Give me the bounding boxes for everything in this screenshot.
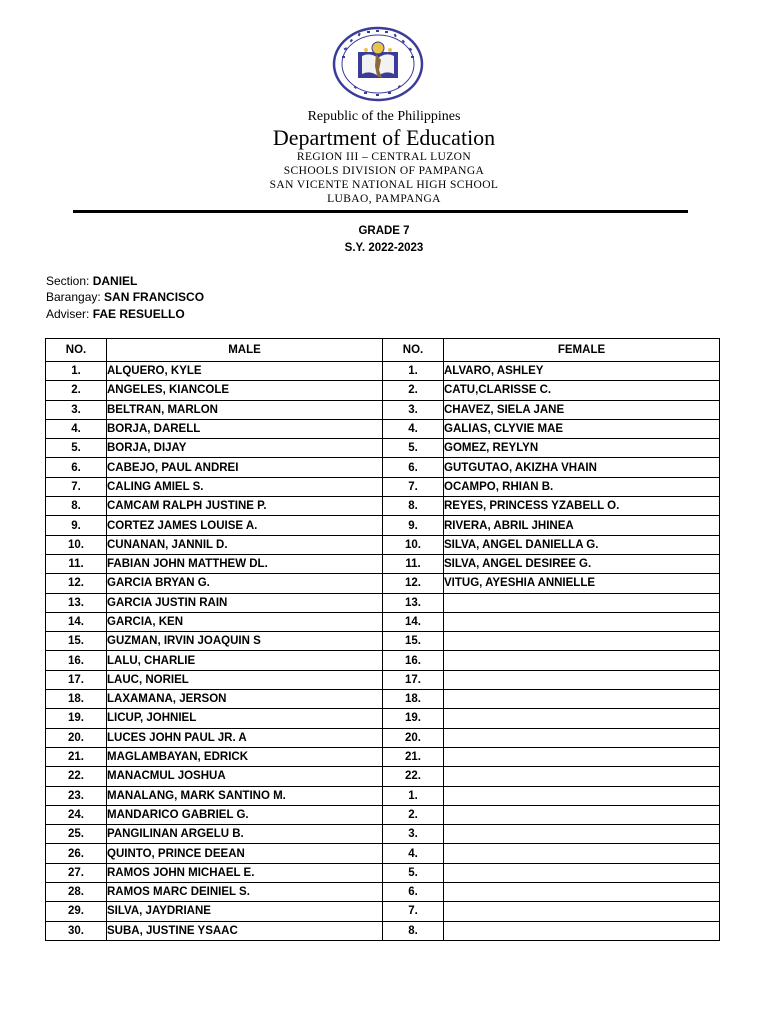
male-student-name: RAMOS MARC DEINIEL S. [107,883,383,902]
table-header-row [46,339,720,362]
school-location: LUBAO, PAMPANGA [327,193,441,205]
female-number: 9. [383,516,444,535]
female-student-name [444,902,720,921]
table-row [46,497,720,516]
table-row [46,883,720,902]
table-row [46,612,720,631]
male-number: 12. [46,574,107,593]
table-row [46,362,720,381]
male-number: 21. [46,747,107,766]
male-number: 5. [46,439,107,458]
table-row [46,690,720,709]
adviser-value: FAE RESUELLO [92,307,185,321]
female-student-name [444,728,720,747]
table-row [46,767,720,786]
male-student-name: CUNANAN, JANNIL D. [107,535,383,554]
male-student-name: ALQUERO, KYLE [107,362,383,381]
female-student-name: CATU,CLARISSE C. [444,381,720,400]
male-student-name: CALING AMIEL S. [107,477,383,496]
male-number: 6. [46,458,107,477]
male-student-name: QUINTO, PRINCE DEEAN [107,844,383,863]
male-number: 10. [46,535,107,554]
table-row [46,419,720,438]
male-number: 11. [46,554,107,573]
male-number: 2. [46,381,107,400]
table-row [46,670,720,689]
male-student-name: FABIAN JOHN MATTHEW DL. [107,554,383,573]
female-student-name [444,690,720,709]
school-name: SAN VICENTE NATIONAL HIGH SCHOOL [269,179,499,191]
male-number: 9. [46,516,107,535]
male-student-name: PANGILINAN ARGELU B. [107,825,383,844]
female-number: 20. [383,728,444,747]
male-number: 27. [46,863,107,882]
male-no-header: NO. [46,339,107,362]
male-number: 23. [46,786,107,805]
male-number: 17. [46,670,107,689]
table-row [46,593,720,612]
female-student-name: RIVERA, ABRIL JHINEA [444,516,720,535]
male-student-name: SUBA, JUSTINE YSAAC [107,921,383,940]
female-number: 4. [383,419,444,438]
male-student-name: MANDARICO GABRIEL G. [107,805,383,824]
male-student-name: LAUC, NORIEL [107,670,383,689]
male-student-name: GARCIA, KEN [107,612,383,631]
roster-body [46,362,720,941]
female-number: 1. [383,362,444,381]
male-number: 24. [46,805,107,824]
male-number: 25. [46,825,107,844]
female-number: 4. [383,844,444,863]
male-student-name: ANGELES, KIANCOLE [107,381,383,400]
female-number: 16. [383,651,444,670]
female-header: FEMALE [444,339,720,362]
table-row [46,632,720,651]
male-student-name: RAMOS JOHN MICHAEL E. [107,863,383,882]
female-student-name: CHAVEZ, SIELA JANE [444,400,720,419]
female-student-name [444,921,720,940]
male-student-name: CORTEZ JAMES LOUISE A. [107,516,383,535]
female-number: 17. [383,670,444,689]
female-number: 5. [383,439,444,458]
table-row [46,805,720,824]
female-student-name [444,863,720,882]
table-row [46,747,720,766]
female-number: 11. [383,554,444,573]
male-student-name: LUCES JOHN PAUL JR. A [107,728,383,747]
table-row [46,554,720,573]
male-student-name: MANALANG, MARK SANTINO M. [107,786,383,805]
female-number: 6. [383,458,444,477]
female-number: 7. [383,477,444,496]
barangay-info [46,290,204,304]
female-student-name [444,670,720,689]
male-number: 14. [46,612,107,631]
male-student-name: MANACMUL JOSHUA [107,767,383,786]
female-student-name: SILVA, ANGEL DESIREE G. [444,554,720,573]
male-student-name: MAGLAMBAYAN, EDRICK [107,747,383,766]
female-number: 7. [383,902,444,921]
male-student-name: BORJA, DIJAY [107,439,383,458]
male-number: 19. [46,709,107,728]
section-info [46,274,137,288]
female-student-name [444,883,720,902]
barangay-label: Barangay: [46,290,105,304]
table-row [46,902,720,921]
female-number: 3. [383,400,444,419]
male-number: 13. [46,593,107,612]
male-student-name: CABEJO, PAUL ANDREI [107,458,383,477]
table-row [46,458,720,477]
female-number: 8. [383,497,444,516]
table-row [46,709,720,728]
female-number: 10. [383,535,444,554]
class-roster-table [45,338,720,941]
table-row [46,863,720,882]
male-number: 7. [46,477,107,496]
female-number: 8. [383,921,444,940]
female-number: 6. [383,883,444,902]
table-row [46,921,720,940]
female-number: 13. [383,593,444,612]
male-student-name: LAXAMANA, JERSON [107,690,383,709]
female-student-name: ALVARO, ASHLEY [444,362,720,381]
male-header: MALE [107,339,383,362]
header-divider [73,210,688,213]
republic-line: Republic of the Philippines [307,109,461,124]
female-student-name [444,805,720,824]
male-student-name: BORJA, DARELL [107,419,383,438]
table-row [46,844,720,863]
female-student-name: OCAMPO, RHIAN B. [444,477,720,496]
table-row [46,535,720,554]
section-value: DANIEL [92,274,138,288]
female-number: 14. [383,612,444,631]
female-number: 3. [383,825,444,844]
table-row [46,400,720,419]
adviser-label: Adviser: [46,307,93,321]
female-student-name [444,747,720,766]
female-number: 18. [383,690,444,709]
female-number: 12. [383,574,444,593]
table-row [46,786,720,805]
female-student-name [444,632,720,651]
female-student-name: VITUG, AYESHIA ANNIELLE [444,574,720,593]
table-row [46,477,720,496]
female-student-name [444,767,720,786]
grade-level: GRADE 7 [358,225,410,237]
female-student-name: GUTGUTAO, AKIZHA VHAIN [444,458,720,477]
female-number: 19. [383,709,444,728]
male-student-name: GARCIA BRYAN G. [107,574,383,593]
male-number: 16. [46,651,107,670]
male-number: 1. [46,362,107,381]
male-number: 30. [46,921,107,940]
male-number: 28. [46,883,107,902]
deped-seal-logo [332,26,424,102]
table-row [46,381,720,400]
school-year: S.Y. 2022-2023 [344,242,424,254]
female-student-name [444,825,720,844]
female-student-name [444,844,720,863]
male-number: 18. [46,690,107,709]
female-number: 2. [383,805,444,824]
male-student-name: SILVA, JAYDRIANE [107,902,383,921]
male-number: 26. [46,844,107,863]
male-number: 4. [46,419,107,438]
barangay-value: SAN FRANCISCO [104,290,205,304]
female-number: 1. [383,786,444,805]
male-number: 3. [46,400,107,419]
female-no-header: NO. [383,339,444,362]
region-line: REGION III – CENTRAL LUZON [296,151,472,163]
male-number: 8. [46,497,107,516]
table-row [46,651,720,670]
female-number: 5. [383,863,444,882]
table-row [46,728,720,747]
male-student-name: LICUP, JOHNIEL [107,709,383,728]
female-number: 22. [383,767,444,786]
male-number: 20. [46,728,107,747]
adviser-info [46,307,185,321]
table-row [46,516,720,535]
section-label: Section: [46,274,93,288]
male-student-name: CAMCAM RALPH JUSTINE P. [107,497,383,516]
table-row [46,574,720,593]
division-line: SCHOOLS DIVISION OF PAMPANGA [283,165,485,177]
female-student-name: SILVA, ANGEL DANIELLA G. [444,535,720,554]
female-number: 2. [383,381,444,400]
male-number: 29. [46,902,107,921]
female-student-name: GALIAS, CLYVIE MAE [444,419,720,438]
female-student-name [444,786,720,805]
male-number: 22. [46,767,107,786]
table-row [46,825,720,844]
department-title: Department of Education [272,125,496,150]
male-student-name: GUZMAN, IRVIN JOAQUIN S [107,632,383,651]
male-number: 15. [46,632,107,651]
female-student-name: REYES, PRINCESS YZABELL O. [444,497,720,516]
female-student-name: GOMEZ, REYLYN [444,439,720,458]
female-student-name [444,709,720,728]
table-row [46,439,720,458]
male-student-name: GARCIA JUSTIN RAIN [107,593,383,612]
female-number: 21. [383,747,444,766]
female-number: 15. [383,632,444,651]
male-student-name: BELTRAN, MARLON [107,400,383,419]
female-student-name [444,593,720,612]
male-student-name: LALU, CHARLIE [107,651,383,670]
female-student-name [444,612,720,631]
female-student-name [444,651,720,670]
